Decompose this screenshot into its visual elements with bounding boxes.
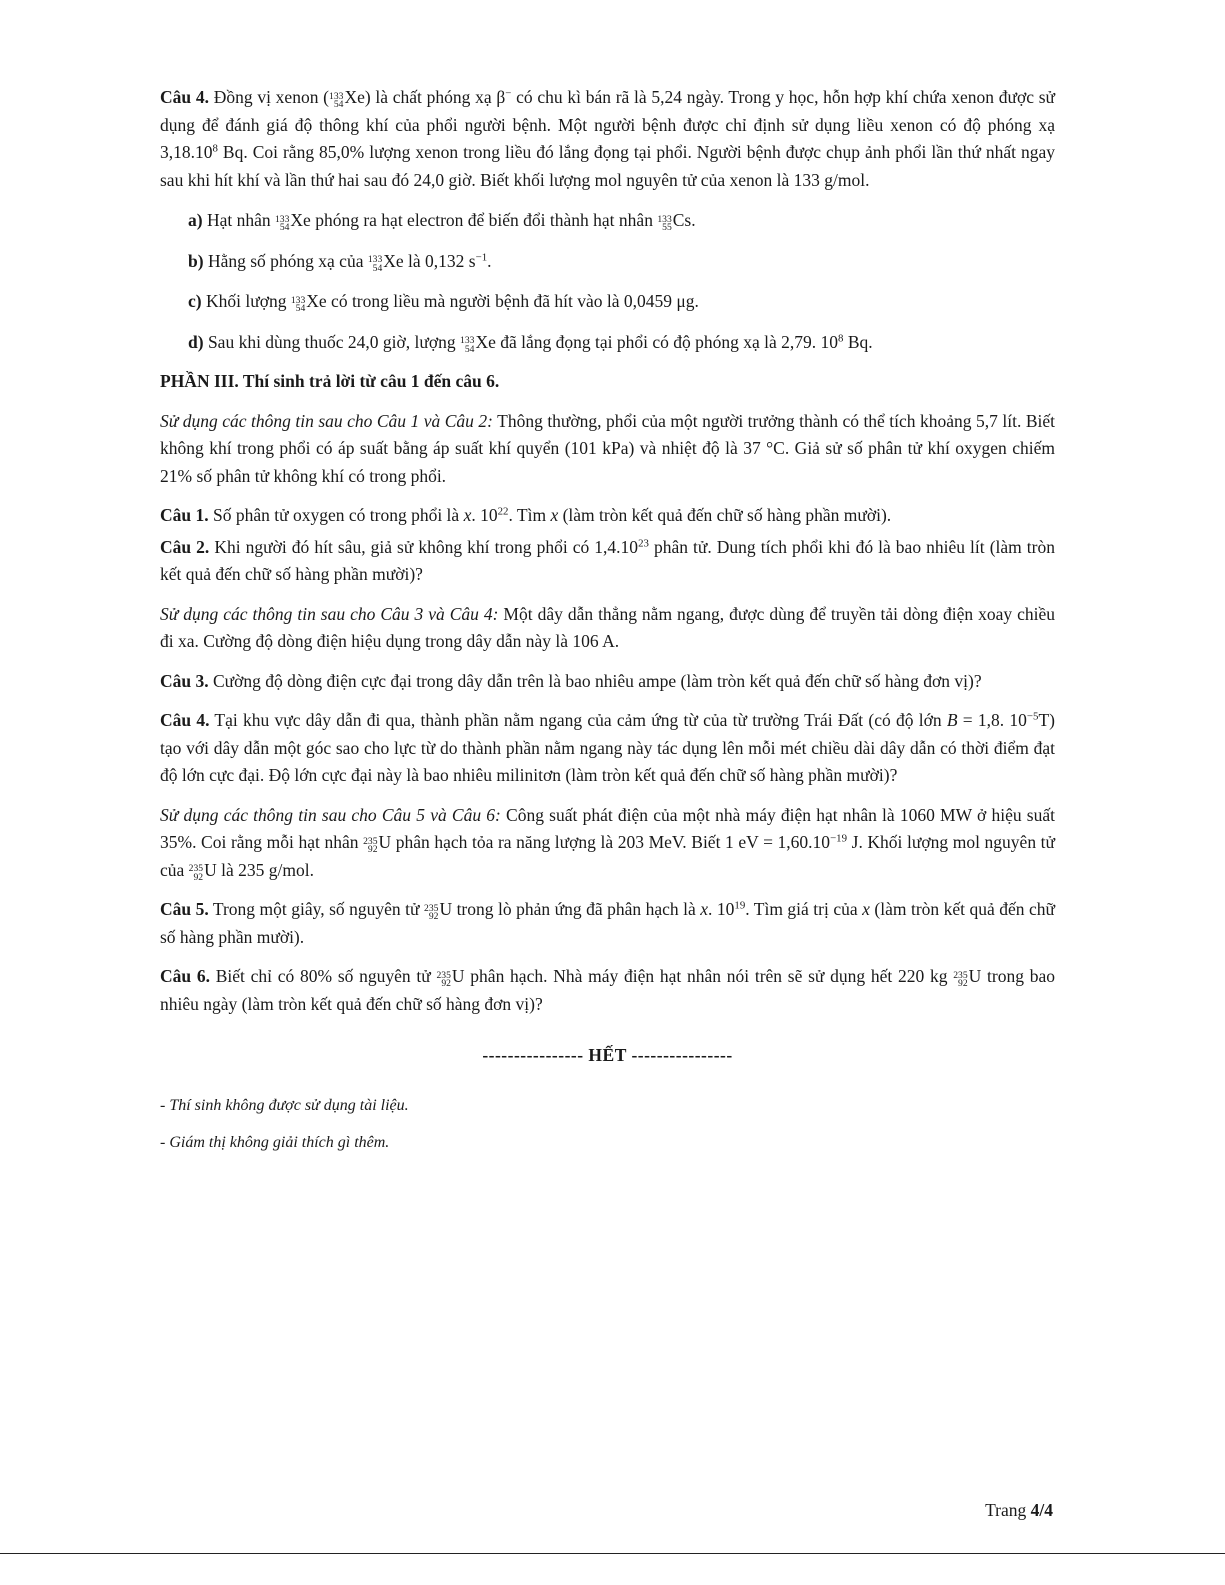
note-no-materials: - Thí sinh không được sử dụng tài liệu.	[160, 1096, 409, 1114]
question-2: Câu 2. Khi người đó hít sâu, giả sử không khí trong phổi có 1,4.10$^{23}$ phân tử. Dung tích phổi khi đó là bao nhiêu lít (làm tròn kết quả đến chữ số hàng phần mười)?	[160, 536, 1055, 584]
option-b: b) Hằng số phóng xạ của 133 54 Xe là 0,132 $s^{-1}$.	[188, 250, 492, 274]
question-1: Câu 1. Số phân tử oxygen có trong phổi là x. $10^{22}$. Tìm x (làm tròn kết quả đến chữ số hàng phần mười).	[160, 505, 892, 525]
page-number: Trang 4/4	[985, 1500, 1053, 1520]
note-no-explanation: - Giám thị không giải thích gì thêm.	[160, 1134, 390, 1151]
question-4-part3: Câu 4. Tại khu vực dây dẫn đi qua, thành phần nằm ngang của cảm ứng từ của từ trường Trái Đất (có độ lớn B = 1,8. $10^{-5}T$) tạo với dây dẫn một góc sao cho lực từ do thành phần nằm ngang này tác dụng lên mỗi mét chiều dài dây dẫn có thời điểm đạt độ lớn cực đại. Độ lớn cực đại này là bao nhiêu milinitơn (làm tròn kết quả đến chữ số hàng phần mười)?	[160, 710, 1055, 785]
context-q5-q6: Sử dụng các thông tin sau cho Câu 5 và Câu 6: Công suất phát điện của một nhà máy điện hạt nhân là 1060 MW ở hiệu suất 35%. Coi rằng mỗi hạt nhân 235 92 U phân hạch tỏa ra năng lượng là 203 MeV. Biết 1 eV = $1,60.10^{-19}$ J. Khối lượng mol nguyên tử của 235 92 U là 235 g/mol.	[160, 804, 1056, 883]
exam-page	[160, 84, 1055, 1157]
question-4-stem: Câu 4. Đồng vị xenon ( 133 54 Xe) là chất phóng xạ β− có chu kì bán rã là 5,24 ngày. Trong y học, hỗn hợp khí chứa xenon được sử dụng để đánh giá độ thông khí của phổi người bệnh. Một người bệnh được chỉ định sử dụng liều xenon có độ phóng xạ 3,18.10$^8$ Bq. Coi rằng 85,0% lượng xenon trong liều đó lắng đọng tại phổi. Người bệnh được chụp ảnh phổi lần thứ nhất ngay sau khi hít khí và lần thứ hai sau đó 24,0 giờ. Biết khối lượng mol nguyên tử của xenon là 133 g/mol.	[160, 87, 1056, 190]
question-3: Câu 3. Cường độ dòng điện cực đại trong dây dẫn trên là bao nhiêu ampe (làm tròn kết quả đến chữ số hàng đơn vị)?	[160, 670, 982, 691]
question-label: Câu 4.	[160, 87, 209, 107]
question-6: Câu 6. Biết chỉ có 80% số nguyên tử 235 92 U phân hạch. Nhà máy điện hạt nhân nói trên sẽ sử dụng hết 220 kg 235 92 U trong bao nhiêu ngày (làm tròn kết quả đến chữ số hàng đơn vị)?	[160, 966, 1055, 1014]
context-q3-q4: Sử dụng các thông tin sau cho Câu 3 và Câu 4: Một dây dẫn thẳng nằm ngang, được dùng để truyền tải dòng điện xoay chiều đi xa. Cường độ dòng điện hiệu dụng trong dây dẫn này là 106 A.	[160, 603, 1056, 651]
part-3-title: PHẦN III. Thí sinh trả lời từ câu 1 đến câu 6.	[160, 371, 500, 391]
context-q1-q2: Sử dụng các thông tin sau cho Câu 1 và Câu 2: Thông thường, phổi của một người trưởng thành có thể tích khoảng 5,7 lít. Biết không khí trong phổi có áp suất bằng áp suất khí quyển (101 kPa) và nhiệt độ là 37 °C. Giả sử số phân tử khí oxygen chiếm 21% số phân tử không khí có trong phổi.	[160, 410, 1055, 486]
end-marker: ---------------- HẾT ----------------	[482, 1045, 733, 1065]
xenon-isotope: 133 54	[329, 90, 344, 111]
option-a: a) Hạt nhân 133 54 Xe phóng ra hạt electron để biến đổi thành hạt nhân 133 55 Cs.	[188, 210, 696, 234]
option-d: d) Sau khi dùng thuốc 24,0 giờ, lượng 133 54 Xe đã lắng đọng tại phổi có độ phóng xạ là 2,79. $10^8$ Bq.	[188, 331, 873, 355]
bottom-rule	[0, 1553, 1225, 1554]
question-5: Câu 5. Trong một giây, số nguyên tử 235 92 U trong lò phản ứng đã phân hạch là x. $10^{19}$. Tìm giá trị của x (làm tròn kết quả đến chữ số hàng phần mười).	[160, 899, 1056, 947]
option-c: c) Khối lượng 133 54 Xe có trong liều mà người bệnh đã hít vào là 0,0459 μg.	[188, 291, 699, 315]
